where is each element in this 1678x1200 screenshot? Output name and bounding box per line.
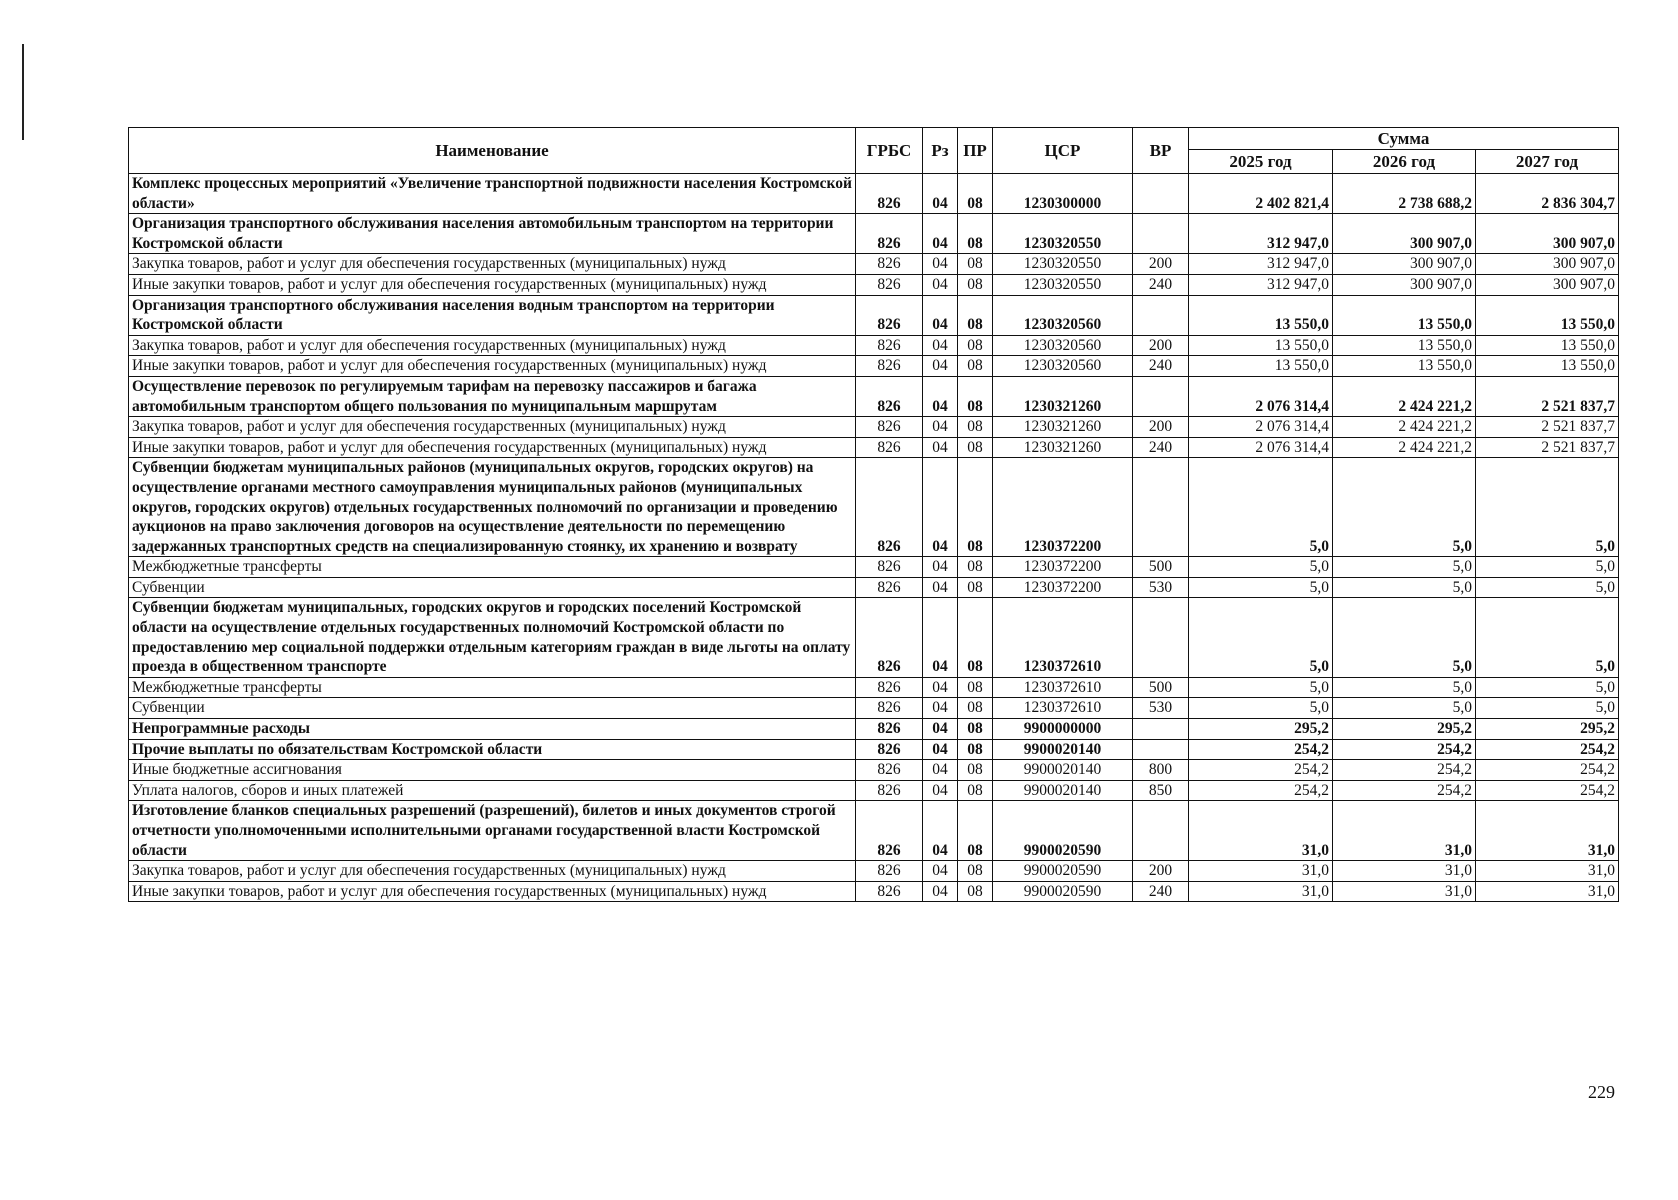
cell-name: Субвенции бюджетам муниципальных районов (муниципальных округов, городских округов) на осуществление органами местного самоуправления муниципальных районов (муниципальных округов, городских округов) отдельных государственных полномочий по организации и проведению аукционов на право заключения договоров на осуществление деятельности по перемещению задержанных транспортных средств на специализированную стоянку, их хранению и возврату <box>129 458 856 557</box>
cell-grbs: 826 <box>856 577 923 598</box>
table-row <box>129 801 1619 861</box>
cell-pr: 08 <box>958 295 993 335</box>
cell-pr: 08 <box>958 739 993 760</box>
cell-name: Субвенции бюджетам муниципальных, городских округов и городских поселений Костромской области на осуществление отдельных государственных полномочий Костромской области по предоставлению мер социальной поддержки отдельным категориям граждан в виде льготы на оплату проезда в общественном транспорте <box>129 598 856 677</box>
header-summa: Сумма <box>1189 128 1619 150</box>
cell-amount-2026: 2 738 688,2 <box>1333 174 1476 214</box>
cell-rz: 04 <box>923 254 958 275</box>
cell-amount-2027: 300 907,0 <box>1476 254 1619 275</box>
cell-rz: 04 <box>923 274 958 295</box>
cell-amount-2026: 5,0 <box>1333 458 1476 557</box>
cell-grbs: 826 <box>856 254 923 275</box>
cell-vr <box>1133 174 1189 214</box>
cell-amount-2025: 5,0 <box>1189 557 1333 578</box>
cell-name: Субвенции <box>129 577 856 598</box>
cell-amount-2027: 300 907,0 <box>1476 274 1619 295</box>
header-csr: ЦСР <box>993 128 1133 174</box>
cell-amount-2027: 5,0 <box>1476 458 1619 557</box>
cell-name: Изготовление бланков специальных разрешений (разрешений), билетов и иных документов строгой отчетности уполномоченными исполнительными органами государственной власти Костромской области <box>129 801 856 861</box>
header-vr: ВР <box>1133 128 1189 174</box>
cell-name: Закупка товаров, работ и услуг для обеспечения государственных (муниципальных) нужд <box>129 861 856 882</box>
cell-pr: 08 <box>958 801 993 861</box>
table-row <box>129 458 1619 557</box>
cell-grbs: 826 <box>856 719 923 740</box>
cell-grbs: 826 <box>856 458 923 557</box>
cell-name: Осуществление перевозок по регулируемым тарифам на перевозку пассажиров и багажа автомобильным транспортом общего пользования по муниципальным маршрутам <box>129 376 856 416</box>
cell-amount-2027: 31,0 <box>1476 801 1619 861</box>
cell-amount-2027: 254,2 <box>1476 780 1619 801</box>
cell-rz: 04 <box>923 739 958 760</box>
cell-amount-2027: 5,0 <box>1476 577 1619 598</box>
cell-grbs: 826 <box>856 881 923 902</box>
cell-vr <box>1133 295 1189 335</box>
cell-name: Закупка товаров, работ и услуг для обеспечения государственных (муниципальных) нужд <box>129 254 856 275</box>
cell-csr: 9900020140 <box>993 760 1133 781</box>
cell-vr: 530 <box>1133 577 1189 598</box>
cell-vr <box>1133 214 1189 254</box>
cell-amount-2025: 5,0 <box>1189 698 1333 719</box>
cell-pr: 08 <box>958 356 993 377</box>
cell-amount-2025: 31,0 <box>1189 861 1333 882</box>
cell-csr: 1230320550 <box>993 254 1133 275</box>
table-row <box>129 760 1619 781</box>
cell-amount-2026: 13 550,0 <box>1333 295 1476 335</box>
cell-grbs: 826 <box>856 861 923 882</box>
cell-name: Закупка товаров, работ и услуг для обеспечения государственных (муниципальных) нужд <box>129 335 856 356</box>
cell-vr: 200 <box>1133 335 1189 356</box>
table-row <box>129 719 1619 740</box>
cell-amount-2026: 5,0 <box>1333 698 1476 719</box>
cell-amount-2025: 2 076 314,4 <box>1189 376 1333 416</box>
header-year-2025: 2025 год <box>1189 150 1333 174</box>
cell-pr: 08 <box>958 698 993 719</box>
header-rz: Рз <box>923 128 958 174</box>
cell-pr: 08 <box>958 458 993 557</box>
cell-grbs: 826 <box>856 437 923 458</box>
cell-rz: 04 <box>923 417 958 438</box>
cell-rz: 04 <box>923 458 958 557</box>
cell-amount-2027: 31,0 <box>1476 861 1619 882</box>
cell-vr: 200 <box>1133 417 1189 438</box>
cell-rz: 04 <box>923 335 958 356</box>
header-name: Наименование <box>129 128 856 174</box>
cell-grbs: 826 <box>856 174 923 214</box>
cell-vr: 200 <box>1133 861 1189 882</box>
cell-pr: 08 <box>958 557 993 578</box>
cell-vr: 800 <box>1133 760 1189 781</box>
cell-csr: 9900020590 <box>993 801 1133 861</box>
cell-amount-2027: 2 521 837,7 <box>1476 376 1619 416</box>
cell-pr: 08 <box>958 861 993 882</box>
cell-name: Иные бюджетные ассигнования <box>129 760 856 781</box>
cell-vr <box>1133 801 1189 861</box>
table-row <box>129 577 1619 598</box>
cell-amount-2027: 5,0 <box>1476 598 1619 677</box>
cell-csr: 1230372610 <box>993 598 1133 677</box>
cell-rz: 04 <box>923 801 958 861</box>
cell-vr: 850 <box>1133 780 1189 801</box>
cell-name: Уплата налогов, сборов и иных платежей <box>129 780 856 801</box>
cell-amount-2025: 5,0 <box>1189 458 1333 557</box>
cell-amount-2026: 31,0 <box>1333 801 1476 861</box>
cell-pr: 08 <box>958 598 993 677</box>
table-header <box>129 128 1619 174</box>
cell-amount-2026: 254,2 <box>1333 780 1476 801</box>
cell-rz: 04 <box>923 598 958 677</box>
cell-grbs: 826 <box>856 801 923 861</box>
cell-amount-2025: 13 550,0 <box>1189 356 1333 377</box>
cell-amount-2026: 300 907,0 <box>1333 274 1476 295</box>
cell-amount-2025: 254,2 <box>1189 739 1333 760</box>
cell-pr: 08 <box>958 335 993 356</box>
cell-csr: 1230320560 <box>993 335 1133 356</box>
header-year-2027: 2027 год <box>1476 150 1619 174</box>
cell-grbs: 826 <box>856 376 923 416</box>
cell-name: Организация транспортного обслуживания населения водным транспортом на территории Костромской области <box>129 295 856 335</box>
cell-vr: 240 <box>1133 356 1189 377</box>
cell-vr <box>1133 598 1189 677</box>
cell-csr: 9900020590 <box>993 861 1133 882</box>
cell-name: Межбюджетные трансферты <box>129 557 856 578</box>
table-row <box>129 174 1619 214</box>
cell-amount-2025: 5,0 <box>1189 577 1333 598</box>
cell-csr: 1230300000 <box>993 174 1133 214</box>
cell-csr: 9900000000 <box>993 719 1133 740</box>
cell-vr <box>1133 739 1189 760</box>
cell-pr: 08 <box>958 677 993 698</box>
table-row <box>129 274 1619 295</box>
cell-amount-2026: 300 907,0 <box>1333 214 1476 254</box>
cell-rz: 04 <box>923 557 958 578</box>
cell-grbs: 826 <box>856 214 923 254</box>
cell-pr: 08 <box>958 254 993 275</box>
cell-pr: 08 <box>958 577 993 598</box>
cell-csr: 1230321260 <box>993 376 1133 416</box>
cell-csr: 1230320550 <box>993 214 1133 254</box>
table-row <box>129 677 1619 698</box>
table-row <box>129 598 1619 677</box>
cell-rz: 04 <box>923 780 958 801</box>
cell-name: Прочие выплаты по обязательствам Костромской области <box>129 739 856 760</box>
cell-rz: 04 <box>923 214 958 254</box>
cell-pr: 08 <box>958 881 993 902</box>
cell-amount-2026: 5,0 <box>1333 557 1476 578</box>
budget-table <box>128 127 1619 902</box>
cell-amount-2026: 31,0 <box>1333 861 1476 882</box>
cell-rz: 04 <box>923 861 958 882</box>
cell-vr <box>1133 458 1189 557</box>
cell-amount-2025: 312 947,0 <box>1189 214 1333 254</box>
cell-pr: 08 <box>958 760 993 781</box>
cell-grbs: 826 <box>856 780 923 801</box>
cell-amount-2027: 295,2 <box>1476 719 1619 740</box>
cell-grbs: 826 <box>856 295 923 335</box>
cell-name: Межбюджетные трансферты <box>129 677 856 698</box>
cell-csr: 9900020140 <box>993 739 1133 760</box>
table-row <box>129 214 1619 254</box>
cell-amount-2025: 5,0 <box>1189 598 1333 677</box>
cell-amount-2027: 254,2 <box>1476 760 1619 781</box>
cell-grbs: 826 <box>856 356 923 377</box>
cell-amount-2025: 13 550,0 <box>1189 295 1333 335</box>
cell-csr: 1230320560 <box>993 356 1133 377</box>
cell-rz: 04 <box>923 719 958 740</box>
cell-amount-2027: 5,0 <box>1476 677 1619 698</box>
cell-csr: 1230372610 <box>993 677 1133 698</box>
cell-amount-2026: 13 550,0 <box>1333 356 1476 377</box>
cell-amount-2027: 300 907,0 <box>1476 214 1619 254</box>
cell-amount-2025: 2 076 314,4 <box>1189 437 1333 458</box>
header-grbs: ГРБС <box>856 128 923 174</box>
cell-amount-2027: 5,0 <box>1476 698 1619 719</box>
cell-amount-2027: 13 550,0 <box>1476 335 1619 356</box>
cell-amount-2025: 295,2 <box>1189 719 1333 740</box>
cell-name: Иные закупки товаров, работ и услуг для обеспечения государственных (муниципальных) нужд <box>129 356 856 377</box>
cell-vr <box>1133 719 1189 740</box>
cell-vr: 240 <box>1133 274 1189 295</box>
cell-amount-2025: 13 550,0 <box>1189 335 1333 356</box>
cell-name: Организация транспортного обслуживания населения автомобильным транспортом на территории Костромской области <box>129 214 856 254</box>
cell-amount-2026: 13 550,0 <box>1333 335 1476 356</box>
cell-amount-2026: 300 907,0 <box>1333 254 1476 275</box>
header-year-2026: 2026 год <box>1333 150 1476 174</box>
cell-grbs: 826 <box>856 598 923 677</box>
table-row <box>129 557 1619 578</box>
cell-rz: 04 <box>923 376 958 416</box>
cell-name: Иные закупки товаров, работ и услуг для обеспечения государственных (муниципальных) нужд <box>129 881 856 902</box>
cell-rz: 04 <box>923 677 958 698</box>
cell-amount-2027: 254,2 <box>1476 739 1619 760</box>
table-row <box>129 254 1619 275</box>
cell-amount-2027: 13 550,0 <box>1476 295 1619 335</box>
cell-rz: 04 <box>923 295 958 335</box>
cell-pr: 08 <box>958 417 993 438</box>
cell-name: Комплекс процессных мероприятий «Увеличение транспортной подвижности населения Костромской области» <box>129 174 856 214</box>
cell-amount-2027: 31,0 <box>1476 881 1619 902</box>
table-row <box>129 335 1619 356</box>
cell-vr: 500 <box>1133 677 1189 698</box>
cell-rz: 04 <box>923 760 958 781</box>
cell-name: Непрограммные расходы <box>129 719 856 740</box>
cell-rz: 04 <box>923 577 958 598</box>
cell-csr: 9900020590 <box>993 881 1133 902</box>
cell-vr: 240 <box>1133 881 1189 902</box>
cell-name: Иные закупки товаров, работ и услуг для обеспечения государственных (муниципальных) нужд <box>129 274 856 295</box>
cell-grbs: 826 <box>856 739 923 760</box>
cell-amount-2025: 312 947,0 <box>1189 274 1333 295</box>
cell-amount-2026: 5,0 <box>1333 577 1476 598</box>
cell-amount-2027: 13 550,0 <box>1476 356 1619 377</box>
cell-amount-2026: 2 424 221,2 <box>1333 376 1476 416</box>
cell-grbs: 826 <box>856 698 923 719</box>
cell-vr: 240 <box>1133 437 1189 458</box>
cell-amount-2026: 254,2 <box>1333 760 1476 781</box>
cell-amount-2026: 5,0 <box>1333 677 1476 698</box>
cell-amount-2027: 5,0 <box>1476 557 1619 578</box>
table-row <box>129 356 1619 377</box>
cell-amount-2026: 295,2 <box>1333 719 1476 740</box>
cell-csr: 1230372200 <box>993 577 1133 598</box>
cell-grbs: 826 <box>856 557 923 578</box>
cell-amount-2027: 2 836 304,7 <box>1476 174 1619 214</box>
cell-amount-2025: 31,0 <box>1189 881 1333 902</box>
cell-rz: 04 <box>923 437 958 458</box>
table-body <box>129 174 1619 902</box>
cell-amount-2026: 5,0 <box>1333 598 1476 677</box>
table-row <box>129 881 1619 902</box>
cell-amount-2025: 312 947,0 <box>1189 254 1333 275</box>
cell-vr <box>1133 376 1189 416</box>
cell-amount-2025: 5,0 <box>1189 677 1333 698</box>
table-row <box>129 417 1619 438</box>
cell-csr: 1230372610 <box>993 698 1133 719</box>
cell-pr: 08 <box>958 719 993 740</box>
cell-csr: 9900020140 <box>993 780 1133 801</box>
cell-amount-2025: 2 076 314,4 <box>1189 417 1333 438</box>
cell-name: Субвенции <box>129 698 856 719</box>
cell-amount-2027: 2 521 837,7 <box>1476 417 1619 438</box>
cell-csr: 1230372200 <box>993 458 1133 557</box>
cell-pr: 08 <box>958 780 993 801</box>
cell-csr: 1230321260 <box>993 437 1133 458</box>
table-row <box>129 437 1619 458</box>
cell-amount-2026: 31,0 <box>1333 881 1476 902</box>
table-row <box>129 698 1619 719</box>
cell-amount-2027: 2 521 837,7 <box>1476 437 1619 458</box>
cell-grbs: 826 <box>856 677 923 698</box>
header-pr: ПР <box>958 128 993 174</box>
table-row <box>129 780 1619 801</box>
cell-amount-2025: 254,2 <box>1189 760 1333 781</box>
cell-amount-2026: 2 424 221,2 <box>1333 417 1476 438</box>
cell-vr: 200 <box>1133 254 1189 275</box>
cell-grbs: 826 <box>856 417 923 438</box>
cell-csr: 1230320550 <box>993 274 1133 295</box>
cell-csr: 1230320560 <box>993 295 1133 335</box>
cell-pr: 08 <box>958 437 993 458</box>
cell-grbs: 826 <box>856 274 923 295</box>
cell-csr: 1230372200 <box>993 557 1133 578</box>
scan-margin-mark <box>22 44 24 140</box>
cell-rz: 04 <box>923 174 958 214</box>
cell-csr: 1230321260 <box>993 417 1133 438</box>
table-row <box>129 295 1619 335</box>
cell-amount-2026: 2 424 221,2 <box>1333 437 1476 458</box>
cell-amount-2025: 2 402 821,4 <box>1189 174 1333 214</box>
cell-grbs: 826 <box>856 335 923 356</box>
table-row <box>129 861 1619 882</box>
cell-pr: 08 <box>958 274 993 295</box>
cell-name: Иные закупки товаров, работ и услуг для обеспечения государственных (муниципальных) нужд <box>129 437 856 458</box>
cell-rz: 04 <box>923 356 958 377</box>
cell-rz: 04 <box>923 881 958 902</box>
cell-amount-2025: 254,2 <box>1189 780 1333 801</box>
cell-amount-2025: 31,0 <box>1189 801 1333 861</box>
cell-pr: 08 <box>958 376 993 416</box>
cell-vr: 500 <box>1133 557 1189 578</box>
cell-pr: 08 <box>958 214 993 254</box>
cell-name: Закупка товаров, работ и услуг для обеспечения государственных (муниципальных) нужд <box>129 417 856 438</box>
cell-amount-2026: 254,2 <box>1333 739 1476 760</box>
cell-pr: 08 <box>958 174 993 214</box>
table-row <box>129 739 1619 760</box>
page-number: 229 <box>1588 1082 1615 1102</box>
table-row <box>129 376 1619 416</box>
cell-rz: 04 <box>923 698 958 719</box>
cell-vr: 530 <box>1133 698 1189 719</box>
cell-grbs: 826 <box>856 760 923 781</box>
